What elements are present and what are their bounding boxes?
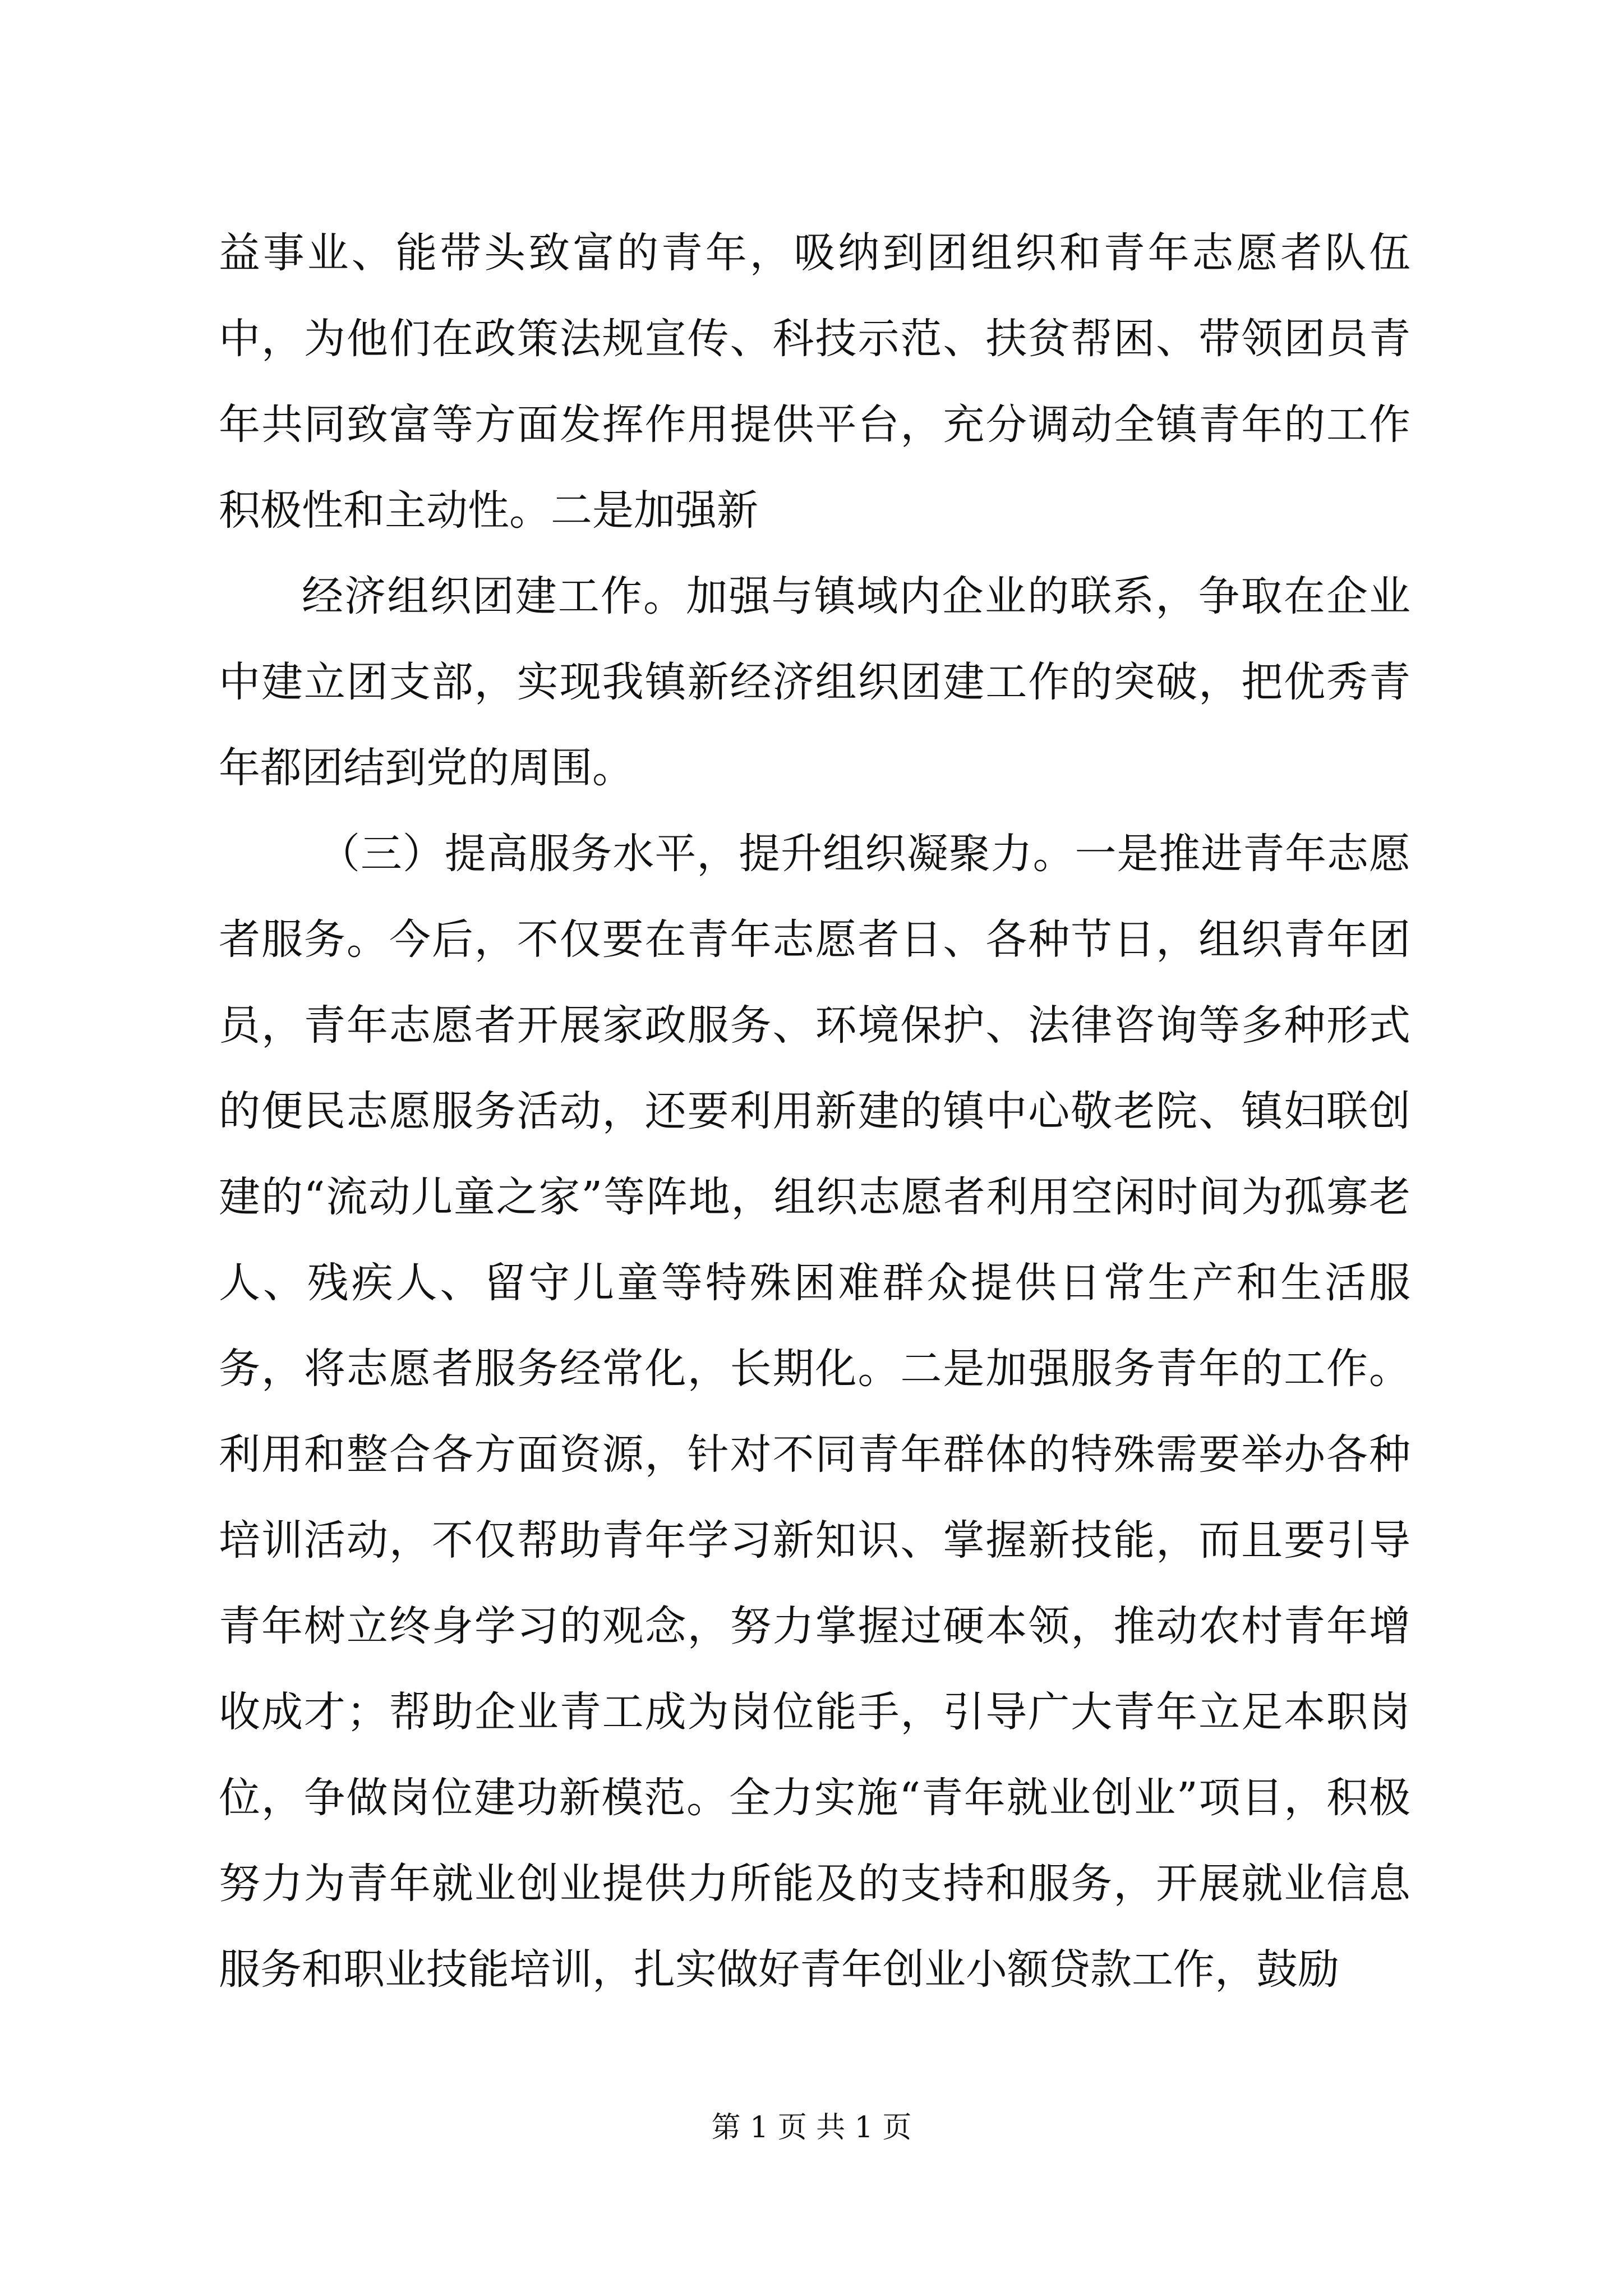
paragraph-service-level: （三）提高服务水平，提升组织凝聚力。一是推进青年志愿者服务。今后，不仅要在青年志愿者日、各种节日，组织青年团员，青年志愿者开展家政服务、环境保护、法律咨询等多种形式的便民志愿服务活动，还要利用新建的镇中心敬老院、镇妇联创建的“流动儿童之家”等阵地，组织志愿者利用空闲时间为孤寡老人、残疾人、留守儿童等特殊困难群众提供日常生产和生活服务，将志愿者服务经常化，长期化。二是加强服务青年的工作。利用和整合各方面资源，针对不同青年群体的特殊需要举办各种培训活动，不仅帮助青年学习新知识、掌握新技能，而且要引导青年树立终身学习的观念，努力掌握过硬本领，推动农村青年增收成才；帮助企业青工成为岗位能手，引导广大青年立足本职岗位，争做岗位建功新模范。全力实施“青年就业创业”项目，积极努力为青年就业创业提供力所能及的支持和服务，开展就业信息服务和职业技能培训，扎实做好青年创业小额贷款工作，鼓励 [219, 830, 1410, 1994]
page-footer: 第 1 页 共 1 页 [711, 2111, 912, 2145]
paragraph-continuation: 益事业、能带头致富的青年，吸纳到团组织和青年志愿者队伍中，为他们在政策法规宣传、科技示范、扶贫帮困、带领团员青年共同致富等方面发挥作用提供平台，充分调动全镇青年的工作积极性和主动性。二是加强新 [219, 229, 1410, 535]
paragraph-new-economic-org: 经济组织团建工作。加强与镇域内企业的联系，争取在企业中建立团支部，实现我镇新经济组织团建工作的突破，把优秀青年都团结到党的周围。 [219, 572, 1410, 792]
document-body [219, 210, 1410, 2013]
